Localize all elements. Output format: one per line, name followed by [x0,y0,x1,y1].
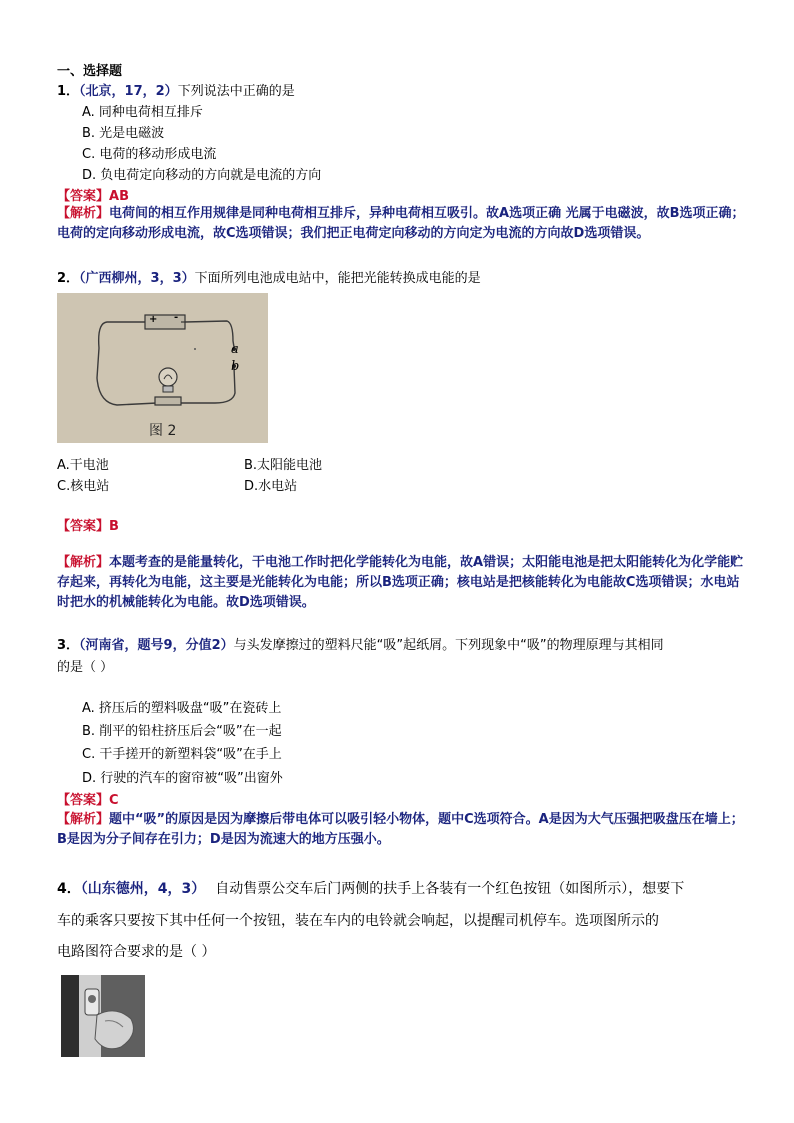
q2-option-d: D.水电站 [244,479,298,494]
question-1-stem [57,80,295,99]
answer-label: 【答案】 [57,189,110,204]
terminal-a-label: a [231,342,239,357]
answer-label: 【答案】 [57,519,110,534]
q2-analysis [57,553,747,613]
bus-button-photo [61,975,145,1057]
question-source: （山东德州，4，3） [80,881,206,897]
question-4-stem [57,878,684,898]
circuit-figure [57,293,268,443]
question-number: 3． [57,638,80,653]
section-title: 一、选择题 [57,64,123,79]
answer-value: AB [109,189,129,204]
terminal-b-label: b [231,359,240,374]
question-2-stem [57,267,481,286]
q3-answer [57,789,119,808]
analysis-text: 本题考查的是能量转化，干电池工作时把化学能转化为电能，故A错误；太阳能电池是把太阳能转化为化学能贮存起来，再转化为电能，这主要是光能转化为电能；所以B选项正确；核电站是把核能转化为电能故C选项错误；水电站时把水的机械能转化为电能。故D选项错误。 [57,555,744,610]
question-number: 2． [57,271,80,286]
q3-analysis [57,810,747,850]
answer-label: 【答案】 [57,793,110,808]
battery-minus-label: - [174,312,179,323]
q1-option-a: A. 同种电荷相互排斥 [82,105,203,120]
question-source: （北京，17，2） [79,84,178,99]
question-source: （河南省，题号9，分值2） [79,638,234,653]
q1-option-b: B. 光是电磁波 [82,126,165,141]
answer-value: B [109,519,119,534]
question-text: 与头发摩擦过的塑料尺能“吸”起纸屑。下列现象中“吸”的物理原理与其相同 [233,638,664,653]
answer-value: C [109,793,119,808]
q1-answer [57,185,129,204]
analysis-text: 电荷间的相互作用规律是同种电荷相互排斥，异种电荷相互吸引。故A选项正确 光属于电磁波，故B选项正确；电荷的定向移动形成电流，故C选项错误；我们把正电荷定向移动的方向定为电流的方向故D选项错误。 [57,206,745,241]
question-text: 自动售票公交车后门两侧的扶手上各装有一个红色按钮（如图所示），想要下 [215,881,685,897]
q3-option-d: D. 行驶的汽车的窗帘被“吸”出窗外 [82,771,283,786]
analysis-label: 【解析】 [57,206,110,221]
q1-option-d: D. 负电荷定向移动的方向就是电流的方向 [82,168,322,183]
bulb-icon [159,368,177,386]
question-number: 1． [57,84,80,99]
q2-option-a: A.干电池 [57,458,109,473]
battery-plus-label: + [149,314,158,325]
q2-answer [57,515,119,534]
question-number: 4． [57,881,81,897]
q3-option-c: C. 干手搓开的新塑料袋“吸”在手上 [82,747,282,762]
question-text: 下面所列电池成电站中，能把光能转换成电能的是 [194,271,481,286]
analysis-label: 【解析】 [57,812,110,827]
q1-analysis [57,204,747,244]
question-3-stem [57,634,664,653]
question-text: 下列说法中正确的是 [177,84,295,99]
question-3-stem-cont: 的是（ ） [57,660,114,675]
q3-option-a: A. 挤压后的塑料吸盘“吸”在瓷砖上 [82,701,282,716]
figure-caption: 图 2 [149,423,177,439]
q3-option-b: B. 削平的铅柱挤压后会“吸”在一起 [82,724,282,739]
question-4-stem-cont: 车的乘客只要按下其中任何一个按钮，装在车内的电铃就会响起，以提醒司机停车。选项图所示的 [57,913,659,929]
question-source: （广西柳州，3，3） [79,271,195,286]
handrail-button-image [61,975,145,1057]
analysis-text: 题中“吸”的原因是因为摩擦后带电体可以吸引轻小物体，题中C选项符合。A是因为大气压强把吸盘压在墙上；B是因为分子间存在引力；D是因为流速大的地方压强小。 [57,812,744,847]
q1-option-c: C. 电荷的移动形成电流 [82,147,217,162]
question-4-stem-cont-2: 电路图符合要求的是（ ） [57,944,216,960]
analysis-label: 【解析】 [57,555,110,570]
q2-option-c: C.核电站 [57,479,110,494]
q2-option-b: B.太阳能电池 [244,458,323,473]
